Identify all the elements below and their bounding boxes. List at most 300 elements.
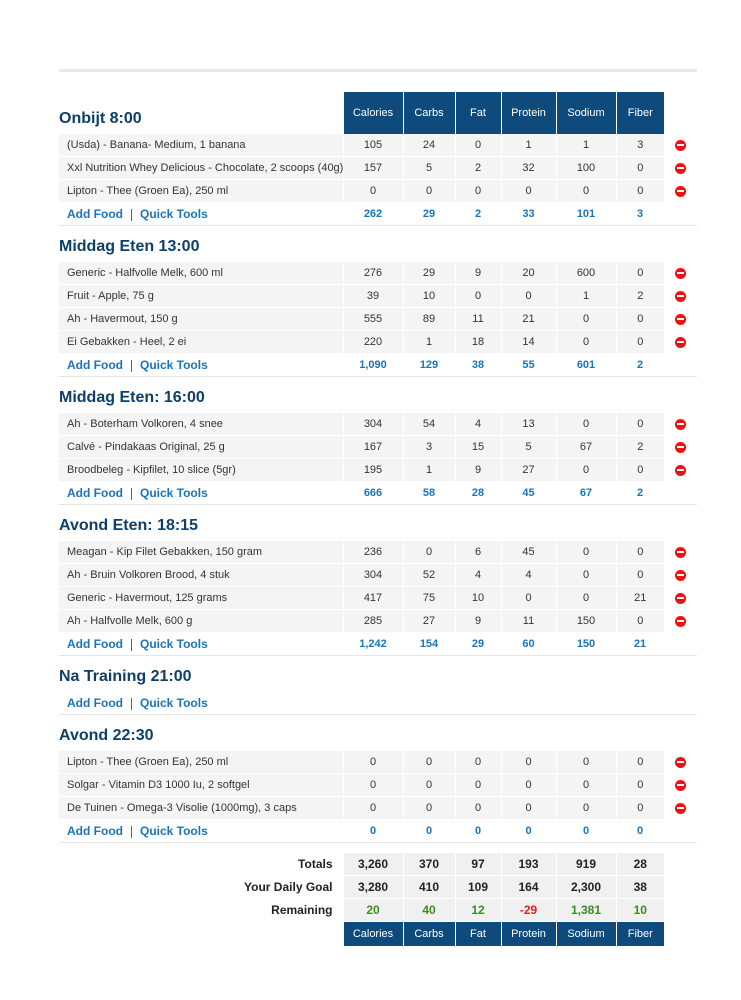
food-fat: 0 [455, 797, 501, 820]
meal-total-calories: 262 [343, 203, 403, 226]
food-fiber: 0 [616, 331, 664, 354]
spacer-cell [664, 92, 697, 134]
delete-cell [664, 610, 697, 633]
meal-header [59, 92, 697, 134]
food-calories: 285 [343, 610, 403, 633]
meal-header [59, 377, 697, 414]
spacer-cell [455, 656, 501, 693]
spacer-cell [664, 482, 697, 505]
delete-icon[interactable] [675, 419, 686, 430]
meal-total-sodium: 0 [556, 820, 616, 843]
totals-sodium: 919 [556, 853, 616, 876]
food-calories: 220 [343, 331, 403, 354]
food-name[interactable]: Calvé - Pindakaas Original, 25 g [59, 436, 343, 459]
food-protein: 14 [501, 331, 556, 354]
meal-total-fiber: 3 [616, 203, 664, 226]
link-separator [131, 639, 132, 651]
food-name[interactable]: Fruit - Apple, 75 g [59, 285, 343, 308]
food-row[interactable] [59, 797, 697, 820]
food-calories: 304 [343, 564, 403, 587]
meal-total-carbs: 154 [403, 633, 455, 656]
add-food-link[interactable]: Add Food [67, 696, 123, 710]
food-name[interactable]: Broodbeleg - Kipfilet, 10 slice (5gr) [59, 459, 343, 482]
food-fat: 11 [455, 308, 501, 331]
meal-header [59, 226, 697, 263]
footer-col-sodium: Sodium [556, 922, 616, 947]
food-row[interactable] [59, 157, 697, 180]
delete-cell [664, 751, 697, 774]
quick-tools-link[interactable]: Quick Tools [139, 824, 208, 838]
meal-header [59, 715, 697, 752]
delete-cell [664, 797, 697, 820]
food-carbs: 89 [403, 308, 455, 331]
meal-total-fat: 2 [455, 203, 501, 226]
food-sodium: 0 [556, 751, 616, 774]
delete-cell [664, 564, 697, 587]
add-food-link[interactable]: Add Food [67, 207, 123, 221]
meal-links [59, 354, 343, 377]
food-fat: 9 [455, 610, 501, 633]
spacer-cell [664, 656, 697, 693]
footer-column-headers [59, 922, 697, 947]
food-row[interactable] [59, 180, 697, 203]
food-protein: 32 [501, 157, 556, 180]
quick-tools-link[interactable]: Quick Tools [139, 696, 208, 710]
spacer-cell [556, 505, 616, 542]
food-protein: 45 [501, 541, 556, 564]
food-fiber: 0 [616, 541, 664, 564]
spacer-cell [343, 656, 403, 693]
meal-links [59, 692, 343, 715]
meal-totals-row [59, 820, 697, 843]
remaining-calories: 20 [343, 899, 403, 922]
food-sodium: 150 [556, 610, 616, 633]
food-calories: 555 [343, 308, 403, 331]
spacer-cell [616, 656, 664, 693]
delete-cell [664, 308, 697, 331]
food-name[interactable]: Solgar - Vitamin D3 1000 Iu, 2 softgel [59, 774, 343, 797]
delete-cell [664, 413, 697, 436]
food-row[interactable] [59, 308, 697, 331]
food-protein: 21 [501, 308, 556, 331]
totals-carbs: 370 [403, 853, 455, 876]
spacer-cell [343, 377, 403, 414]
spacer-cell [664, 354, 697, 377]
spacer-cell [664, 377, 697, 414]
food-name[interactable]: Ah - Halfvolle Melk, 600 g [59, 610, 343, 633]
delete-cell [664, 180, 697, 203]
food-name[interactable]: Ah - Havermout, 150 g [59, 308, 343, 331]
meal-total-sodium: 67 [556, 482, 616, 505]
food-sodium: 0 [556, 564, 616, 587]
col-header-fat: Fat [455, 92, 501, 134]
meal-header [59, 505, 697, 542]
meal-total-fat: 0 [455, 820, 501, 843]
spacer-cell [343, 226, 403, 263]
meal-total-carbs: 29 [403, 203, 455, 226]
food-name[interactable]: Generic - Halfvolle Melk, 600 ml [59, 262, 343, 285]
meal-total-carbs: 129 [403, 354, 455, 377]
delete-cell [664, 436, 697, 459]
food-carbs: 54 [403, 413, 455, 436]
meal-total-fiber: 21 [616, 633, 664, 656]
spacer-cell [403, 377, 455, 414]
food-sodium: 0 [556, 774, 616, 797]
remaining-fiber: 10 [616, 899, 664, 922]
totals-calories: 3,260 [343, 853, 403, 876]
food-row[interactable] [59, 262, 697, 285]
spacer-cell [501, 377, 556, 414]
spacer-cell [455, 377, 501, 414]
food-protein: 5 [501, 436, 556, 459]
goal-fiber: 38 [616, 876, 664, 899]
meal-total-calories: 1,090 [343, 354, 403, 377]
spacer-cell [664, 226, 697, 263]
summary-table [59, 853, 697, 946]
spacer-cell [501, 656, 556, 693]
meal-total-carbs [403, 692, 455, 715]
food-calories: 195 [343, 459, 403, 482]
link-separator [131, 488, 132, 500]
food-name[interactable]: Xxl Nutrition Whey Delicious - Chocolate, 2 scoops (40g) [59, 157, 343, 180]
food-fat: 2 [455, 157, 501, 180]
meal-total-carbs: 58 [403, 482, 455, 505]
meal-total-fat: 28 [455, 482, 501, 505]
goal-label: Your Daily Goal [244, 880, 333, 894]
meal-total-sodium: 150 [556, 633, 616, 656]
food-calories: 0 [343, 180, 403, 203]
delete-icon[interactable] [675, 337, 686, 348]
food-fiber: 0 [616, 564, 664, 587]
meal-total-sodium: 601 [556, 354, 616, 377]
col-header-fiber: Fiber [616, 92, 664, 134]
spacer-cell [616, 505, 664, 542]
food-sodium: 0 [556, 331, 616, 354]
food-protein: 0 [501, 774, 556, 797]
remaining-row [59, 899, 697, 922]
food-name[interactable]: Ei Gebakken - Heel, 2 ei [59, 331, 343, 354]
food-row[interactable] [59, 459, 697, 482]
food-carbs: 1 [403, 331, 455, 354]
goal-calories: 3,280 [343, 876, 403, 899]
food-name[interactable]: Lipton - Thee (Groen Ea), 250 ml [59, 180, 343, 203]
food-calories: 0 [343, 751, 403, 774]
food-carbs: 3 [403, 436, 455, 459]
delete-icon[interactable] [675, 465, 686, 476]
food-fat: 15 [455, 436, 501, 459]
spacer-cell [556, 656, 616, 693]
delete-icon[interactable] [675, 616, 686, 627]
food-sodium: 67 [556, 436, 616, 459]
food-row[interactable] [59, 564, 697, 587]
food-fiber: 2 [616, 436, 664, 459]
food-row[interactable] [59, 285, 697, 308]
food-row[interactable] [59, 610, 697, 633]
delete-icon[interactable] [675, 268, 686, 279]
meal-title: Avond Eten: 18:15 [59, 517, 198, 534]
food-carbs: 1 [403, 459, 455, 482]
food-name[interactable]: Ah - Bruin Volkoren Brood, 4 stuk [59, 564, 343, 587]
spacer-cell [556, 377, 616, 414]
meal-title: Avond 22:30 [59, 727, 154, 744]
meal-total-fiber: 2 [616, 482, 664, 505]
meal-total-carbs: 0 [403, 820, 455, 843]
spacer-cell [664, 715, 697, 752]
food-sodium: 0 [556, 308, 616, 331]
food-carbs: 5 [403, 157, 455, 180]
food-fat: 4 [455, 564, 501, 587]
spacer-cell [455, 715, 501, 752]
spacer-cell [403, 656, 455, 693]
food-fat: 9 [455, 459, 501, 482]
spacer-cell [403, 226, 455, 263]
footer-col-fiber: Fiber [616, 922, 664, 947]
remaining-protein: -29 [501, 899, 556, 922]
meal-total-calories: 1,242 [343, 633, 403, 656]
delete-icon[interactable] [675, 291, 686, 302]
food-carbs: 75 [403, 587, 455, 610]
food-fiber: 0 [616, 751, 664, 774]
food-fiber: 2 [616, 285, 664, 308]
top-divider [59, 69, 697, 72]
meal-links [59, 820, 343, 843]
delete-icon[interactable] [675, 314, 686, 325]
food-protein: 4 [501, 564, 556, 587]
goal-sodium: 2,300 [556, 876, 616, 899]
food-calories: 157 [343, 157, 403, 180]
add-food-link[interactable]: Add Food [67, 637, 123, 651]
food-row[interactable] [59, 541, 697, 564]
food-row[interactable] [59, 134, 697, 157]
totals-protein: 193 [501, 853, 556, 876]
meal-totals-row [59, 692, 697, 715]
meal-total-fiber: 0 [616, 820, 664, 843]
meal-title: Middag Eten: 16:00 [59, 389, 205, 406]
spacer-cell [501, 226, 556, 263]
add-food-link[interactable]: Add Food [67, 824, 123, 838]
footer-col-carbs: Carbs [403, 922, 455, 947]
food-fat: 0 [455, 285, 501, 308]
add-food-link[interactable]: Add Food [67, 358, 123, 372]
food-carbs: 24 [403, 134, 455, 157]
food-fiber: 3 [616, 134, 664, 157]
food-protein: 20 [501, 262, 556, 285]
delete-cell [664, 587, 697, 610]
delete-cell [664, 541, 697, 564]
food-fiber: 0 [616, 797, 664, 820]
food-protein: 11 [501, 610, 556, 633]
remaining-fat: 12 [455, 899, 501, 922]
food-fat: 0 [455, 180, 501, 203]
meal-totals-row [59, 633, 697, 656]
col-header-carbs: Carbs [403, 92, 455, 134]
food-fiber: 0 [616, 774, 664, 797]
food-fiber: 0 [616, 610, 664, 633]
food-sodium: 0 [556, 180, 616, 203]
meal-total-protein: 55 [501, 354, 556, 377]
food-fiber: 21 [616, 587, 664, 610]
delete-cell [664, 774, 697, 797]
spacer-cell [664, 203, 697, 226]
meal-total-protein: 45 [501, 482, 556, 505]
remaining-sodium: 1,381 [556, 899, 616, 922]
spacer-cell [664, 505, 697, 542]
food-calories: 167 [343, 436, 403, 459]
food-calories: 0 [343, 774, 403, 797]
meal-total-calories: 0 [343, 820, 403, 843]
delete-icon[interactable] [675, 163, 686, 174]
food-row[interactable] [59, 436, 697, 459]
footer-col-protein: Protein [501, 922, 556, 947]
delete-icon[interactable] [675, 570, 686, 581]
col-header-calories: Calories [343, 92, 403, 134]
food-calories: 417 [343, 587, 403, 610]
delete-cell [664, 262, 697, 285]
food-row[interactable] [59, 774, 697, 797]
totals-row [59, 853, 697, 876]
remaining-label: Remaining [271, 903, 333, 917]
spacer-cell [343, 505, 403, 542]
food-sodium: 0 [556, 459, 616, 482]
goal-protein: 164 [501, 876, 556, 899]
quick-tools-link[interactable]: Quick Tools [139, 486, 208, 500]
food-name[interactable]: De Tuinen - Omega-3 Visolie (1000mg), 3 caps [59, 797, 343, 820]
food-fiber: 0 [616, 308, 664, 331]
food-calories: 304 [343, 413, 403, 436]
remaining-carbs: 40 [403, 899, 455, 922]
link-separator [131, 360, 132, 372]
meal-total-fat [455, 692, 501, 715]
quick-tools-link[interactable]: Quick Tools [139, 358, 208, 372]
food-fiber: 0 [616, 459, 664, 482]
food-diary [59, 92, 697, 946]
food-protein: 0 [501, 587, 556, 610]
food-sodium: 0 [556, 797, 616, 820]
food-sodium: 0 [556, 413, 616, 436]
diary-table [59, 92, 697, 843]
delete-icon[interactable] [675, 140, 686, 151]
meal-title: Onbijt 8:00 [59, 110, 142, 127]
delete-cell [664, 331, 697, 354]
meal-total-protein: 60 [501, 633, 556, 656]
food-calories: 39 [343, 285, 403, 308]
food-protein: 1 [501, 134, 556, 157]
food-row[interactable] [59, 751, 697, 774]
delete-cell [664, 285, 697, 308]
meal-total-calories: 666 [343, 482, 403, 505]
delete-icon[interactable] [675, 442, 686, 453]
col-header-sodium: Sodium [556, 92, 616, 134]
delete-icon[interactable] [675, 780, 686, 791]
quick-tools-link[interactable]: Quick Tools [139, 637, 208, 651]
food-calories: 105 [343, 134, 403, 157]
meal-totals-row [59, 203, 697, 226]
food-fat: 9 [455, 262, 501, 285]
food-sodium: 100 [556, 157, 616, 180]
food-fat: 0 [455, 774, 501, 797]
meal-title: Middag Eten 13:00 [59, 238, 200, 255]
food-carbs: 0 [403, 797, 455, 820]
food-fat: 18 [455, 331, 501, 354]
spacer-cell [403, 715, 455, 752]
food-calories: 0 [343, 797, 403, 820]
goal-row [59, 876, 697, 899]
meal-links [59, 203, 343, 226]
add-food-link[interactable]: Add Food [67, 486, 123, 500]
footer-col-fat: Fat [455, 922, 501, 947]
meal-totals-row [59, 482, 697, 505]
delete-icon[interactable] [675, 186, 686, 197]
meal-links [59, 482, 343, 505]
meal-links [59, 633, 343, 656]
link-separator [131, 209, 132, 221]
food-carbs: 27 [403, 610, 455, 633]
food-protein: 0 [501, 751, 556, 774]
food-name[interactable]: Generic - Havermout, 125 grams [59, 587, 343, 610]
food-name[interactable]: Ah - Boterham Volkoren, 4 snee [59, 413, 343, 436]
delete-icon[interactable] [675, 757, 686, 768]
food-fat: 0 [455, 751, 501, 774]
food-carbs: 0 [403, 751, 455, 774]
food-fiber: 0 [616, 262, 664, 285]
food-protein: 13 [501, 413, 556, 436]
meal-total-sodium [556, 692, 616, 715]
meal-title: Na Training 21:00 [59, 668, 192, 685]
meal-total-protein [501, 692, 556, 715]
meal-total-fat: 38 [455, 354, 501, 377]
meal-header [59, 656, 697, 693]
spacer-cell [455, 505, 501, 542]
food-carbs: 52 [403, 564, 455, 587]
spacer-cell [664, 633, 697, 656]
food-sodium: 0 [556, 587, 616, 610]
delete-icon[interactable] [675, 803, 686, 814]
food-row[interactable] [59, 413, 697, 436]
food-carbs: 29 [403, 262, 455, 285]
food-name[interactable]: (Usda) - Banana- Medium, 1 banana [59, 134, 343, 157]
spacer-cell [501, 505, 556, 542]
quick-tools-link[interactable]: Quick Tools [139, 207, 208, 221]
delete-cell [664, 459, 697, 482]
food-carbs: 0 [403, 541, 455, 564]
spacer-cell [616, 715, 664, 752]
spacer-cell [556, 715, 616, 752]
spacer-cell [616, 377, 664, 414]
meal-total-protein: 33 [501, 203, 556, 226]
food-fiber: 0 [616, 180, 664, 203]
food-carbs: 10 [403, 285, 455, 308]
spacer-cell [343, 715, 403, 752]
food-calories: 236 [343, 541, 403, 564]
food-fiber: 0 [616, 413, 664, 436]
delete-icon[interactable] [675, 547, 686, 558]
spacer-cell [455, 226, 501, 263]
food-sodium: 1 [556, 285, 616, 308]
meal-totals-row [59, 354, 697, 377]
food-fat: 10 [455, 587, 501, 610]
totals-label: Totals [298, 857, 333, 872]
food-fat: 0 [455, 134, 501, 157]
spacer-cell [664, 692, 697, 715]
food-sodium: 1 [556, 134, 616, 157]
delete-icon[interactable] [675, 593, 686, 604]
food-sodium: 0 [556, 541, 616, 564]
food-row[interactable] [59, 331, 697, 354]
food-row[interactable] [59, 587, 697, 610]
food-name[interactable]: Lipton - Thee (Groen Ea), 250 ml [59, 751, 343, 774]
meal-total-calories [343, 692, 403, 715]
food-name[interactable]: Meagan - Kip Filet Gebakken, 150 gram [59, 541, 343, 564]
